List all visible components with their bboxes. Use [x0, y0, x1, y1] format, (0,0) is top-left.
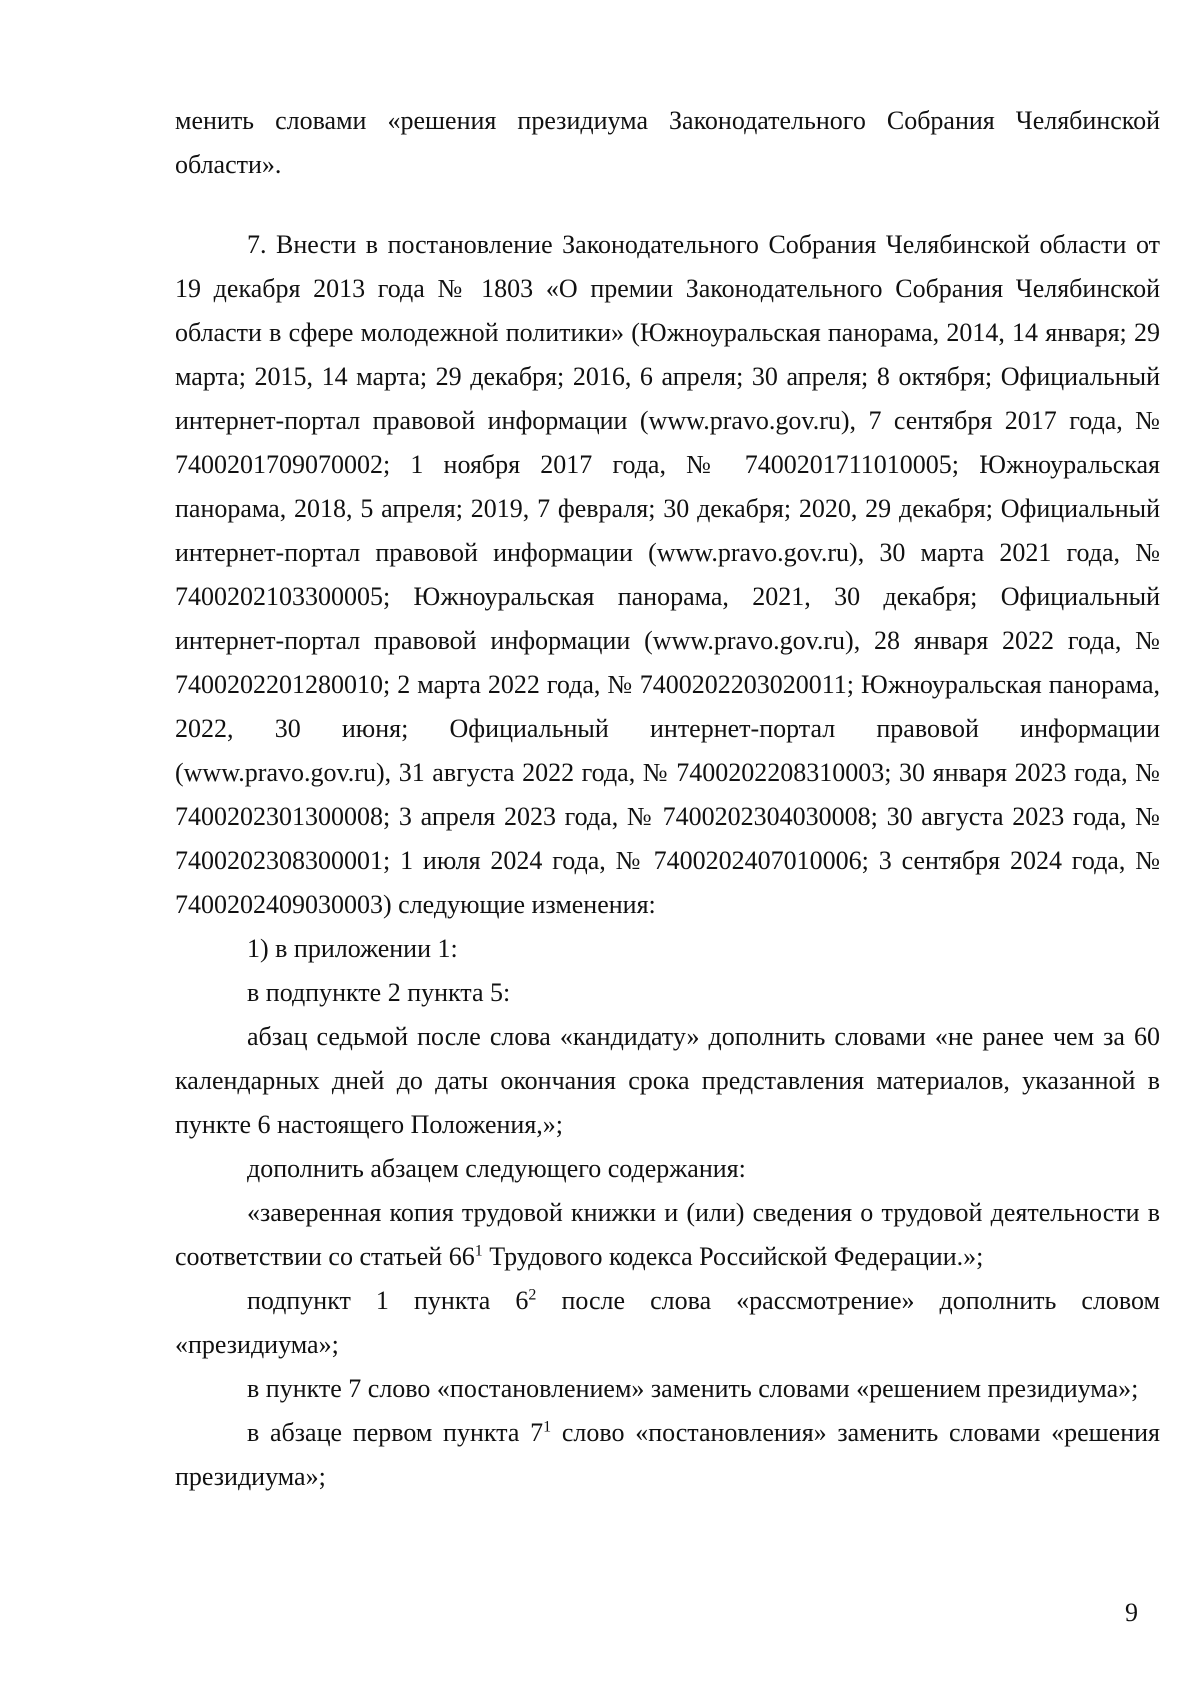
subpoint-1-part-a: подпункт 1 пункта 6 [247, 1286, 529, 1315]
subitem-1: 1) в приложении 1: [247, 934, 458, 963]
quoted-addition-part-b: Трудового кодекса Российской Федерации.»; [482, 1242, 984, 1271]
item-7-paragraph: 7. Внести в постановление Законодательного Собрания Челябинской области от 19 декабря 2013 года № 1803 «О премии Законодательного Собрания Челябинской области в сфере молодежной политики» (Южноуральская панорама, 2014, 14 января; 29 марта; 2015, 14 марта; 29 декабря; 2016, 6 апреля; 30 апреля; 8 октября; Официальный интернет-портал правовой информации (www.pravo.gov.ru), 7 сентября 2017 года, № 7400201709070002; 1 ноября 2017 года, № 7400201711010005; Южноуральская панорама, 2018, 5 апреля; 2019, 7 февраля; 30 декабря; 2020, 29 декабря; Официальный интернет-портал правовой информации (www.pravo.gov.ru), 30 марта 2021 года, № 7400202103300005; Южноуральская панорама, 2021, 30 декабря; Официальный интернет-портал правовой информации (www.pravo.gov.ru), 28 января 2022 года, № 7400202201280010; 2 марта 2022 года, № 7400202203020011; Южноуральская панорама, 2022, 30 июня; Официальный интернет-портал правовой информации (www.pravo.gov.ru), 31 августа 2022 года, № 7400202208310003; 30 января 2023 года, № 7400202301300008; 3 апреля 2023 года, № 7400202304030008; 30 августа 2023 года, № 7400202308300001; 1 июля 2024 года, № 7400202407010006; 3 сентября 2024 года, № 7400202409030003) следующие изменения: [175, 230, 1160, 919]
point-7-amendment: в пункте 7 слово «постановлением» заменить словами «решением президиума»; [247, 1374, 1139, 1403]
quoted-addition-part-a: «заверенная копия трудовой книжки и (или) сведения о трудовой деятельности в соответствии со статьей 66 [175, 1198, 1160, 1271]
top-text-block [175, 99, 1160, 187]
point-superscript: 2 [528, 1286, 537, 1304]
subpoint-1-point-6-2 [175, 1279, 1160, 1367]
page-number: 9 [1125, 1598, 1138, 1627]
continued-paragraph: менить словами «решения президиума Законодательного Собрания Челябинской области». [175, 106, 1160, 179]
subpoint-2-point-5: в подпункте 2 пункта 5: [247, 978, 511, 1007]
paragraph-seventh-amendment: абзац седьмой после слова «кандидату» дополнить словами «не ранее чем за 60 календарных дней до даты окончания срока представления материалов, указанной в пункте 6 настоящего Положения,»; [175, 1022, 1160, 1139]
subpoint-1-part-b: после слова «рассмотрение» дополнить словом «президиума»; [175, 1286, 1160, 1359]
item-7-block [175, 223, 1160, 1499]
point-7-1-part-a: в абзаце первом пункта 7 [247, 1418, 544, 1447]
point-7-1-superscript: 1 [543, 1418, 552, 1436]
point-7-1-amendment [175, 1411, 1160, 1499]
article-superscript: 1 [474, 1242, 483, 1260]
supplement-line: дополнить абзацем следующего содержания: [247, 1154, 746, 1183]
quoted-addition [175, 1191, 1160, 1279]
point-7-1-part-b: слово «постановления» заменить словами «решения президиума»; [175, 1418, 1160, 1491]
